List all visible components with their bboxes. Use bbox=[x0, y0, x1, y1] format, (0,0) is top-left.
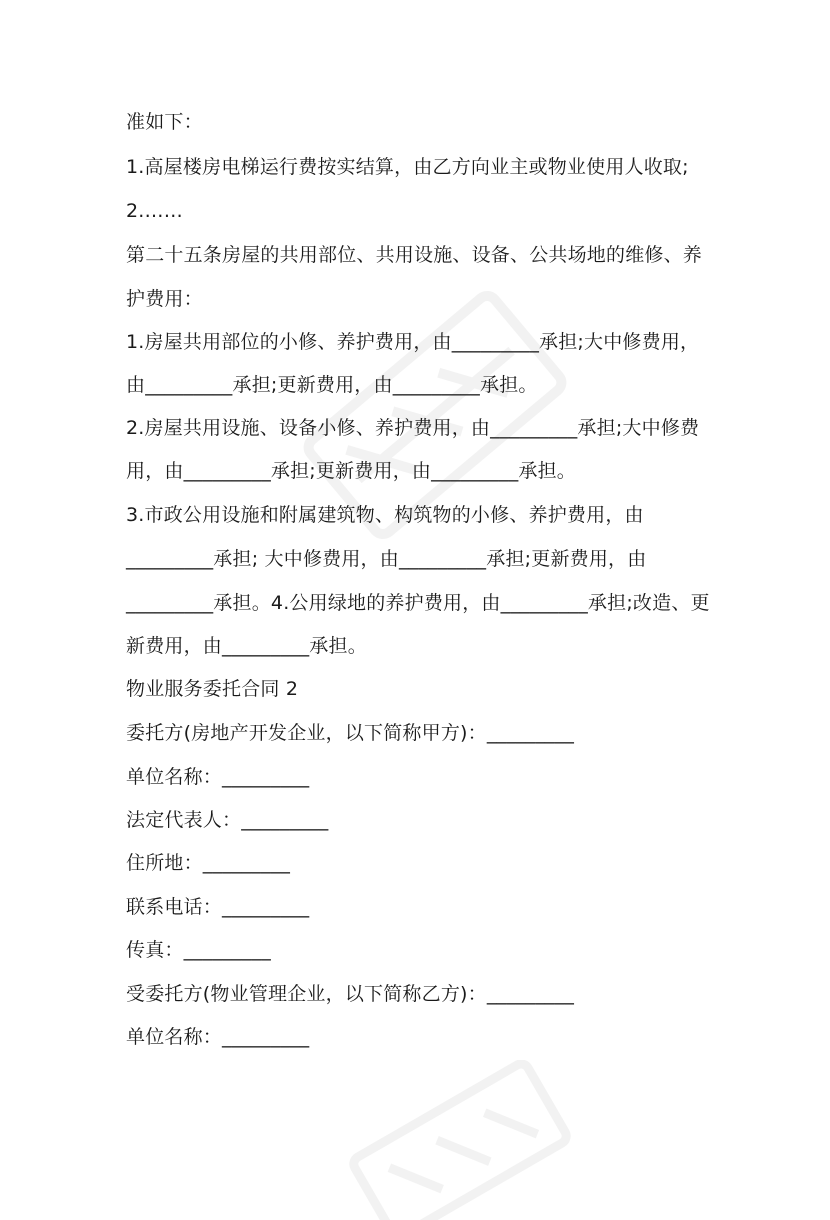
text-line: 1.高屋楼房电梯运行费按实结算，由乙方向业主或物业使用人收取; bbox=[126, 156, 689, 178]
text-line: 用，由_________承担;更新费用，由_________承担。 bbox=[126, 460, 577, 482]
text-line: 准如下： bbox=[126, 111, 203, 133]
text-line: 新费用，由_________承担。 bbox=[126, 635, 367, 657]
section-heading: 物业服务委托合同 2 bbox=[126, 678, 299, 700]
text-line: 护费用： bbox=[126, 288, 203, 310]
text-line: 1.房屋共用部位的小修、养护费用，由_________承担;大中修费用， bbox=[126, 331, 700, 353]
watermark-logo bbox=[330, 1060, 590, 1220]
text-line: 住所地：_________ bbox=[126, 852, 291, 874]
text-line: 联系电话：_________ bbox=[126, 896, 310, 918]
text-line: 受委托方(物业管理企业，以下简称乙方)：_________ bbox=[126, 983, 575, 1005]
text-line: 单位名称：_________ bbox=[126, 1026, 310, 1048]
text-line: 3.市政公用设施和附属建筑物、构筑物的小修、养护费用，由 bbox=[126, 504, 644, 526]
text-line: _________承担; 大中修费用，由_________承担;更新费用，由 bbox=[126, 548, 647, 570]
text-line: 2.…… bbox=[126, 200, 183, 222]
text-line: 由_________承担;更新费用，由_________承担。 bbox=[126, 374, 538, 396]
text-line: 单位名称：_________ bbox=[126, 766, 310, 788]
text-line: 第二十五条房屋的共用部位、共用设施、设备、公共场地的维修、养 bbox=[126, 244, 703, 266]
text-line: 委托方(房地产开发企业，以下简称甲方)：_________ bbox=[126, 722, 575, 744]
text-line: 传真：_________ bbox=[126, 939, 271, 961]
watermark-logo bbox=[270, 250, 600, 580]
text-line: 2.房屋共用设施、设备小修、养护费用，由_________承担;大中修费 bbox=[126, 417, 700, 439]
text-line: _________承担。4.公用绿地的养护费用，由_________承担;改造、更 bbox=[126, 592, 710, 614]
text-line: 法定代表人：_________ bbox=[126, 809, 329, 831]
